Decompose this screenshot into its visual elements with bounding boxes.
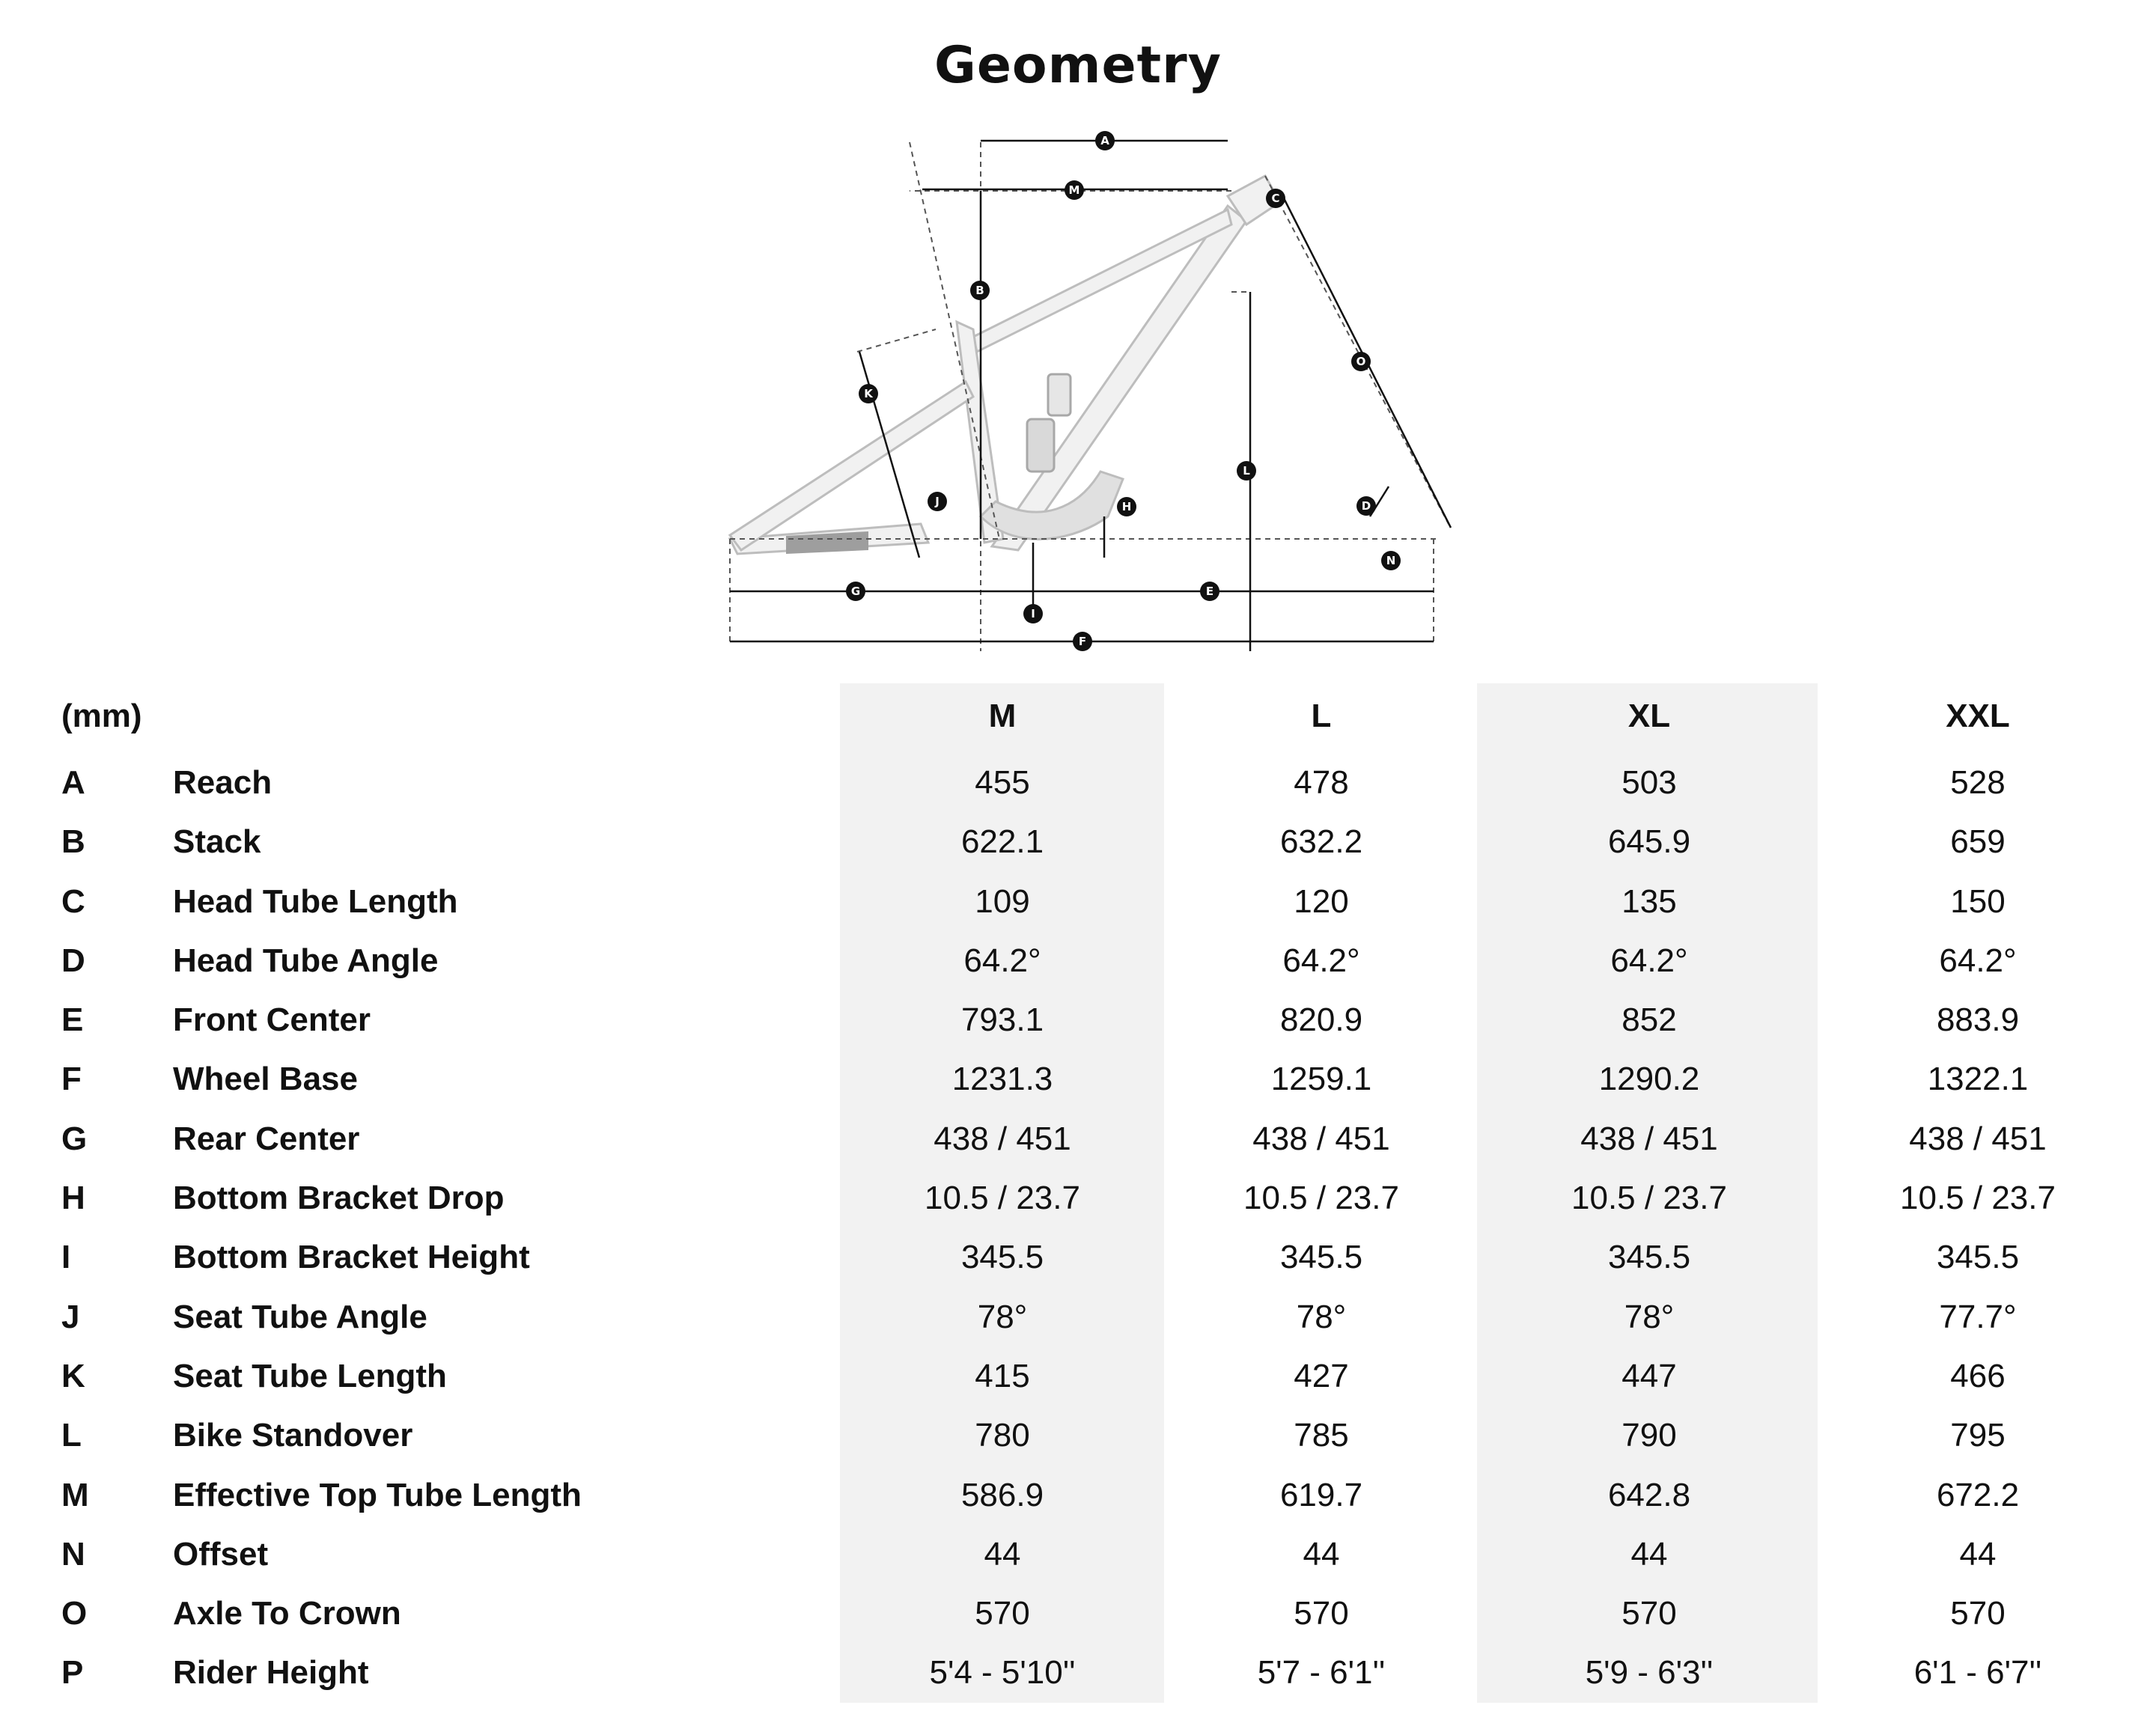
row-name: Seat Tube Length (173, 1357, 447, 1394)
down-tube (992, 206, 1246, 550)
value-l: 632.2 (1279, 823, 1363, 861)
value-xl: 790 (1621, 1417, 1677, 1454)
value-xl: 645.9 (1607, 823, 1691, 861)
value-m: 64.2° (963, 942, 1041, 979)
value-xxl: 528 (1950, 764, 2006, 801)
marker-l: L (1243, 464, 1250, 478)
size-header-m: M (988, 698, 1017, 734)
shock (1027, 419, 1054, 472)
value-m: 570 (975, 1595, 1030, 1632)
geometry-table (0, 753, 2156, 1703)
value-l: 10.5 / 23.7 (1243, 1180, 1399, 1217)
table-row (0, 1168, 2156, 1227)
row-name: Effective Top Tube Length (173, 1476, 582, 1513)
value-xxl: 659 (1950, 823, 2006, 861)
value-m: 586.9 (960, 1476, 1044, 1513)
value-l: 820.9 (1279, 1001, 1363, 1039)
row-letter: C (61, 882, 85, 920)
row-name: Reach (173, 764, 272, 801)
value-xxl: 44 (1959, 1535, 1997, 1573)
row-letter: J (61, 1298, 80, 1335)
value-xl: 5'9 - 6'3'' (1585, 1654, 1714, 1692)
value-xl: 135 (1621, 882, 1677, 920)
marker-o: O (1356, 355, 1366, 368)
row-name: Rider Height (173, 1654, 369, 1692)
value-l: 427 (1294, 1357, 1349, 1394)
value-xxl: 466 (1950, 1357, 2006, 1394)
table-row (0, 1227, 2156, 1287)
row-name: Head Tube Length (173, 882, 458, 920)
row-name: Wheel Base (173, 1061, 358, 1098)
value-xl: 44 (1630, 1535, 1668, 1573)
marker-c: C (1271, 192, 1280, 205)
row-letter: N (61, 1535, 85, 1573)
size-header-xl: XL (1627, 698, 1671, 734)
value-l: 478 (1294, 764, 1349, 801)
value-m: 345.5 (960, 1239, 1044, 1276)
marker-e: E (1205, 585, 1214, 598)
row-name: Stack (173, 823, 261, 861)
value-l: 619.7 (1279, 1476, 1363, 1513)
table-row (0, 990, 2156, 1049)
value-xl: 78° (1624, 1298, 1675, 1335)
row-letter: G (61, 1120, 88, 1157)
table-row (0, 1466, 2156, 1525)
table-row (0, 1347, 2156, 1406)
row-letter: B (61, 823, 85, 861)
value-xxl: 795 (1950, 1417, 2006, 1454)
value-m: 10.5 / 23.7 (925, 1180, 1080, 1217)
row-letter: P (61, 1654, 84, 1692)
value-xl: 852 (1621, 1001, 1677, 1039)
table-row (0, 931, 2156, 990)
value-xxl: 77.7° (1939, 1298, 2017, 1335)
row-name: Head Tube Angle (173, 942, 439, 979)
value-l: 44 (1303, 1535, 1340, 1573)
value-m: 415 (975, 1357, 1030, 1394)
table-row (0, 1584, 2156, 1643)
value-l: 64.2° (1282, 942, 1360, 979)
value-l: 78° (1296, 1298, 1347, 1335)
row-letter: O (61, 1595, 88, 1632)
value-xl: 503 (1621, 764, 1677, 801)
value-xxl: 883.9 (1936, 1001, 2020, 1039)
page-title: Geometry (934, 36, 1222, 95)
marker-b: B (975, 284, 984, 297)
table-row (0, 1109, 2156, 1168)
row-letter: H (61, 1180, 85, 1217)
value-l: 1259.1 (1270, 1061, 1372, 1098)
row-name: Front Center (173, 1001, 371, 1039)
value-m: 44 (984, 1535, 1021, 1573)
value-xxl: 150 (1950, 882, 2006, 920)
row-letter: I (61, 1239, 71, 1276)
value-xxl: 6'1 - 6'7'' (1913, 1654, 2042, 1692)
value-xxl: 345.5 (1936, 1239, 2020, 1276)
value-xl: 570 (1621, 1595, 1677, 1632)
table-row (0, 812, 2156, 871)
unit-label: (mm) (61, 698, 142, 734)
value-m: 455 (975, 764, 1030, 801)
value-xl: 64.2° (1610, 942, 1688, 979)
value-xl: 438 / 451 (1580, 1120, 1718, 1157)
size-header-xxl: XXL (1946, 698, 2010, 734)
table-row (0, 1287, 2156, 1347)
value-m: 793.1 (960, 1001, 1044, 1039)
value-xl: 10.5 / 23.7 (1571, 1180, 1727, 1217)
value-m: 109 (975, 882, 1030, 920)
value-xxl: 438 / 451 (1909, 1120, 2047, 1157)
row-letter: L (61, 1417, 82, 1454)
value-xl: 1290.2 (1598, 1061, 1700, 1098)
marker-n: N (1386, 554, 1396, 567)
value-m: 1231.3 (951, 1061, 1053, 1098)
row-letter: M (61, 1476, 89, 1513)
row-name: Seat Tube Angle (173, 1298, 427, 1335)
value-m: 438 / 451 (934, 1120, 1071, 1157)
table-row (0, 1406, 2156, 1465)
table-row (0, 872, 2156, 931)
row-name: Rear Center (173, 1120, 360, 1157)
table-row (0, 1643, 2156, 1702)
row-name: Bottom Bracket Height (173, 1239, 530, 1276)
value-l: 120 (1294, 882, 1349, 920)
row-name: Offset (173, 1535, 269, 1573)
marker-j: J (935, 495, 940, 508)
marker-h: H (1121, 500, 1132, 513)
row-name: Axle To Crown (173, 1595, 401, 1632)
marker-f: F (1078, 635, 1087, 648)
value-xxl: 10.5 / 23.7 (1900, 1180, 2056, 1217)
value-m: 5'4 - 5'10'' (929, 1654, 1076, 1692)
marker-a: A (1100, 134, 1109, 147)
geometry-diagram (704, 127, 1482, 659)
value-l: 5'7 - 6'1'' (1257, 1654, 1386, 1692)
value-m: 622.1 (960, 823, 1044, 861)
value-l: 438 / 451 (1252, 1120, 1390, 1157)
table-row (0, 1049, 2156, 1108)
value-xxl: 1322.1 (1927, 1061, 2029, 1098)
value-xxl: 64.2° (1939, 942, 2017, 979)
value-xl: 642.8 (1607, 1476, 1691, 1513)
row-name: Bottom Bracket Drop (173, 1180, 505, 1217)
value-l: 570 (1294, 1595, 1349, 1632)
marker-k: K (864, 387, 873, 400)
row-letter: A (61, 764, 85, 801)
value-xxl: 672.2 (1936, 1476, 2020, 1513)
value-xl: 345.5 (1607, 1239, 1691, 1276)
size-header-l: L (1311, 698, 1332, 734)
table-row (0, 753, 2156, 812)
value-xl: 447 (1621, 1357, 1677, 1394)
seatstay (730, 382, 973, 550)
marker-i: I (1031, 607, 1035, 620)
row-letter: E (61, 1001, 84, 1039)
marker-d: D (1361, 499, 1371, 513)
row-name: Bike Standover (173, 1417, 413, 1454)
value-xxl: 570 (1950, 1595, 2006, 1632)
value-l: 785 (1294, 1417, 1349, 1454)
marker-g: G (850, 585, 861, 598)
marker-m: M (1068, 183, 1080, 197)
row-letter: K (61, 1357, 85, 1394)
row-letter: F (61, 1061, 82, 1098)
value-l: 345.5 (1279, 1239, 1363, 1276)
row-letter: D (61, 942, 85, 979)
table-row (0, 1525, 2156, 1584)
value-m: 78° (977, 1298, 1028, 1335)
value-m: 780 (975, 1417, 1030, 1454)
